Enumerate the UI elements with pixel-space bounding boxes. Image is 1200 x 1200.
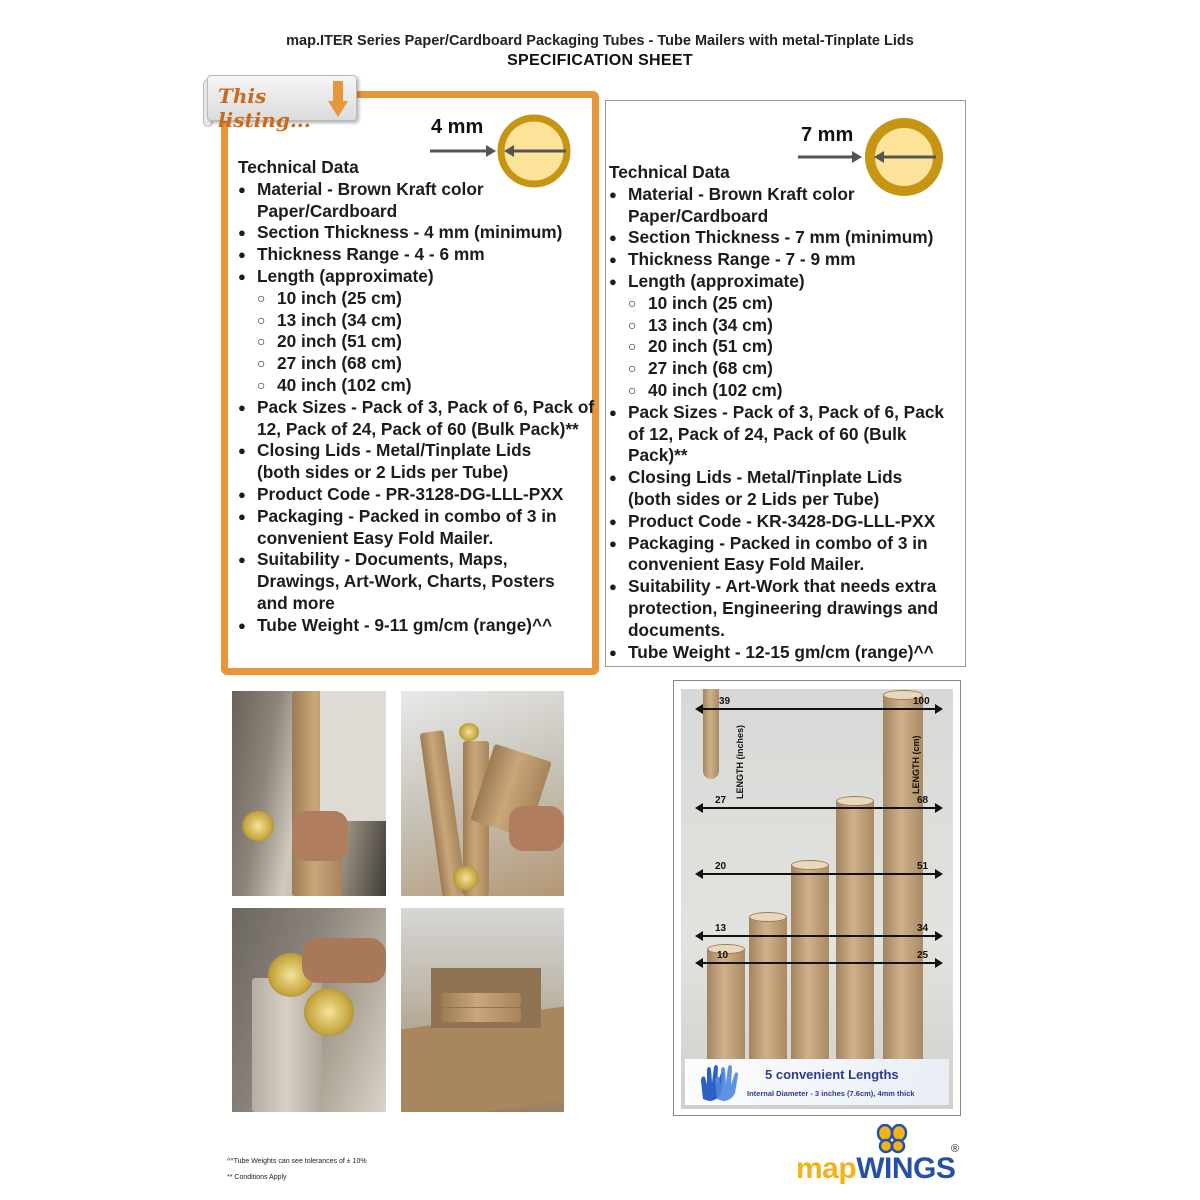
length-arrow-10 — [697, 962, 941, 964]
wall-image — [320, 691, 386, 821]
banner-subtitle: Internal Diameter - 3 inches (7.6cm), 4mm thick — [747, 1089, 915, 1098]
lid-image — [304, 988, 354, 1036]
length-cm-axis-label: LENGTH (cm) — [911, 735, 921, 794]
left-length-item: ○ 20 inch (51 cm) — [238, 331, 598, 353]
photo-fold-mailer — [401, 908, 564, 1112]
page-title: map.ITER Series Paper/Cardboard Packaging Tubes - Tube Mailers with metal-Tinplate Lids — [286, 33, 914, 49]
length-arrow-20 — [697, 873, 941, 875]
hand-image — [302, 938, 386, 983]
left-closing-lids: ● Closing Lids - Metal/Tinplate Lids (both sides or 2 Lids per Tube) — [238, 440, 558, 484]
length-photo-background — [681, 689, 953, 1109]
registered-mark: ® — [951, 1143, 960, 1155]
left-spec-heading: Technical Data — [238, 157, 359, 177]
logo-wordmark — [796, 1152, 955, 1186]
logo-part2: WINGS — [856, 1152, 956, 1185]
right-length-item: ○ 20 inch (51 cm) — [609, 336, 965, 358]
hands-icon — [697, 1063, 743, 1103]
length-inch-label: 27 — [715, 795, 727, 806]
right-suitability: ● Suitability - Art-Work that needs extra protection, Engineering drawings and documents. — [609, 576, 959, 641]
tube-image — [441, 1008, 521, 1022]
hand-image — [292, 811, 348, 861]
tag-text: This listing... — [218, 84, 311, 132]
left-length-item: ○ 27 inch (68 cm) — [238, 353, 598, 375]
right-packaging: ● Packaging - Packed in combo of 3 in convenient Easy Fold Mailer. — [609, 533, 954, 577]
right-product-code: ● Product Code - KR-3428-DG-LLL-PXX — [609, 511, 965, 533]
length-arrow-39 — [697, 708, 941, 710]
lid-image — [242, 811, 274, 841]
tube-image — [703, 689, 719, 779]
photo-lid-closeup — [232, 908, 386, 1112]
left-material: ● Material - Brown Kraft color Paper/Cardboard — [238, 179, 508, 223]
right-length-item: ○ 10 inch (25 cm) — [609, 293, 965, 315]
left-pack-sizes: ● Pack Sizes - Pack of 3, Pack of 6, Pack of 12, Pack of 24, Pack of 60 (Bulk Pack)** — [238, 397, 598, 441]
right-spec-heading: Technical Data — [609, 162, 730, 182]
right-spec-list — [609, 162, 965, 663]
right-tube-weight: ● Tube Weight - 12-15 gm/cm (range)^^ — [609, 642, 965, 664]
length-inch-label: 13 — [715, 923, 727, 934]
left-packaging: ● Packaging - Packed in combo of 3 in convenient Easy Fold Mailer. — [238, 506, 583, 550]
left-length-item: ○ 13 inch (34 cm) — [238, 310, 598, 332]
left-dimension-label: 4 mm — [431, 116, 484, 138]
lid-image — [453, 866, 479, 890]
hand-image — [509, 806, 564, 851]
mapwings-logo — [796, 1124, 966, 1194]
left-section-thickness: ● Section Thickness - 4 mm (minimum) — [238, 222, 598, 244]
left-suitability: ● Suitability - Documents, Maps, Drawings, Art-Work, Charts, Posters and more — [238, 549, 583, 614]
logo-part1: map — [796, 1152, 857, 1185]
left-product-code: ● Product Code - PR-3128-DG-LLL-PXX — [238, 484, 598, 506]
footnote-weight: ^^Tube Weights can see tolerances of ± 10% — [227, 1158, 367, 1165]
length-cm-label: 100 — [913, 696, 930, 707]
length-inch-label: 10 — [717, 950, 729, 961]
length-inches-axis-label: LENGTH (inches) — [735, 724, 745, 799]
right-section-thickness: ● Section Thickness - 7 mm (minimum) — [609, 227, 965, 249]
left-thickness-range: ● Thickness Range - 4 - 6 mm — [238, 244, 598, 266]
length-banner — [685, 1059, 949, 1105]
left-length: ● Length (approximate) — [238, 266, 598, 288]
footnote-conditions: ** Conditions Apply — [227, 1174, 287, 1181]
butterfly-icon — [876, 1124, 908, 1154]
length-arrow-27 — [697, 807, 941, 809]
length-inch-label: 39 — [719, 696, 731, 707]
length-cm-label: 25 — [917, 950, 929, 961]
this-listing-tag — [203, 71, 357, 132]
tube-10-image — [707, 949, 745, 1059]
left-spec-list — [238, 157, 598, 637]
right-closing-lids: ● Closing Lids - Metal/Tinplate Lids (both sides or 2 Lids per Tube) — [609, 467, 929, 511]
tube-13-image — [749, 917, 787, 1059]
length-cm-label: 34 — [917, 923, 929, 934]
right-dimension-label: 7 mm — [801, 124, 854, 146]
right-length-item: ○ 13 inch (34 cm) — [609, 315, 965, 337]
right-thickness-range: ● Thickness Range - 7 - 9 mm — [609, 249, 965, 271]
left-length-item: ○ 40 inch (102 cm) — [238, 375, 598, 397]
length-inch-label: 20 — [715, 861, 727, 872]
down-arrow-icon — [327, 79, 349, 119]
length-cm-label: 68 — [917, 795, 929, 806]
banner-title: 5 convenient Lengths — [765, 1067, 899, 1082]
tube-27-image — [836, 801, 874, 1059]
right-length-item: ○ 27 inch (68 cm) — [609, 358, 965, 380]
length-arrow-13 — [697, 935, 941, 937]
photo-tubes-group — [401, 691, 564, 896]
left-length-item: ○ 10 inch (25 cm) — [238, 288, 598, 310]
page-subtitle: SPECIFICATION SHEET — [507, 52, 693, 69]
tube-image — [441, 993, 521, 1007]
photo-tube-lid-insert — [232, 691, 386, 896]
right-length-item: ○ 40 inch (102 cm) — [609, 380, 965, 402]
photo-length-comparison — [673, 680, 961, 1116]
lid-image — [459, 723, 479, 741]
right-material: ● Material - Brown Kraft color Paper/Cardboard — [609, 184, 879, 228]
right-length: ● Length (approximate) — [609, 271, 965, 293]
length-cm-label: 51 — [917, 861, 929, 872]
right-pack-sizes: ● Pack Sizes - Pack of 3, Pack of 6, Pack of 12, Pack of 24, Pack of 60 (Bulk Pack)** — [609, 402, 965, 467]
left-tube-weight: ● Tube Weight - 9-11 gm/cm (range)^^ — [238, 615, 598, 637]
